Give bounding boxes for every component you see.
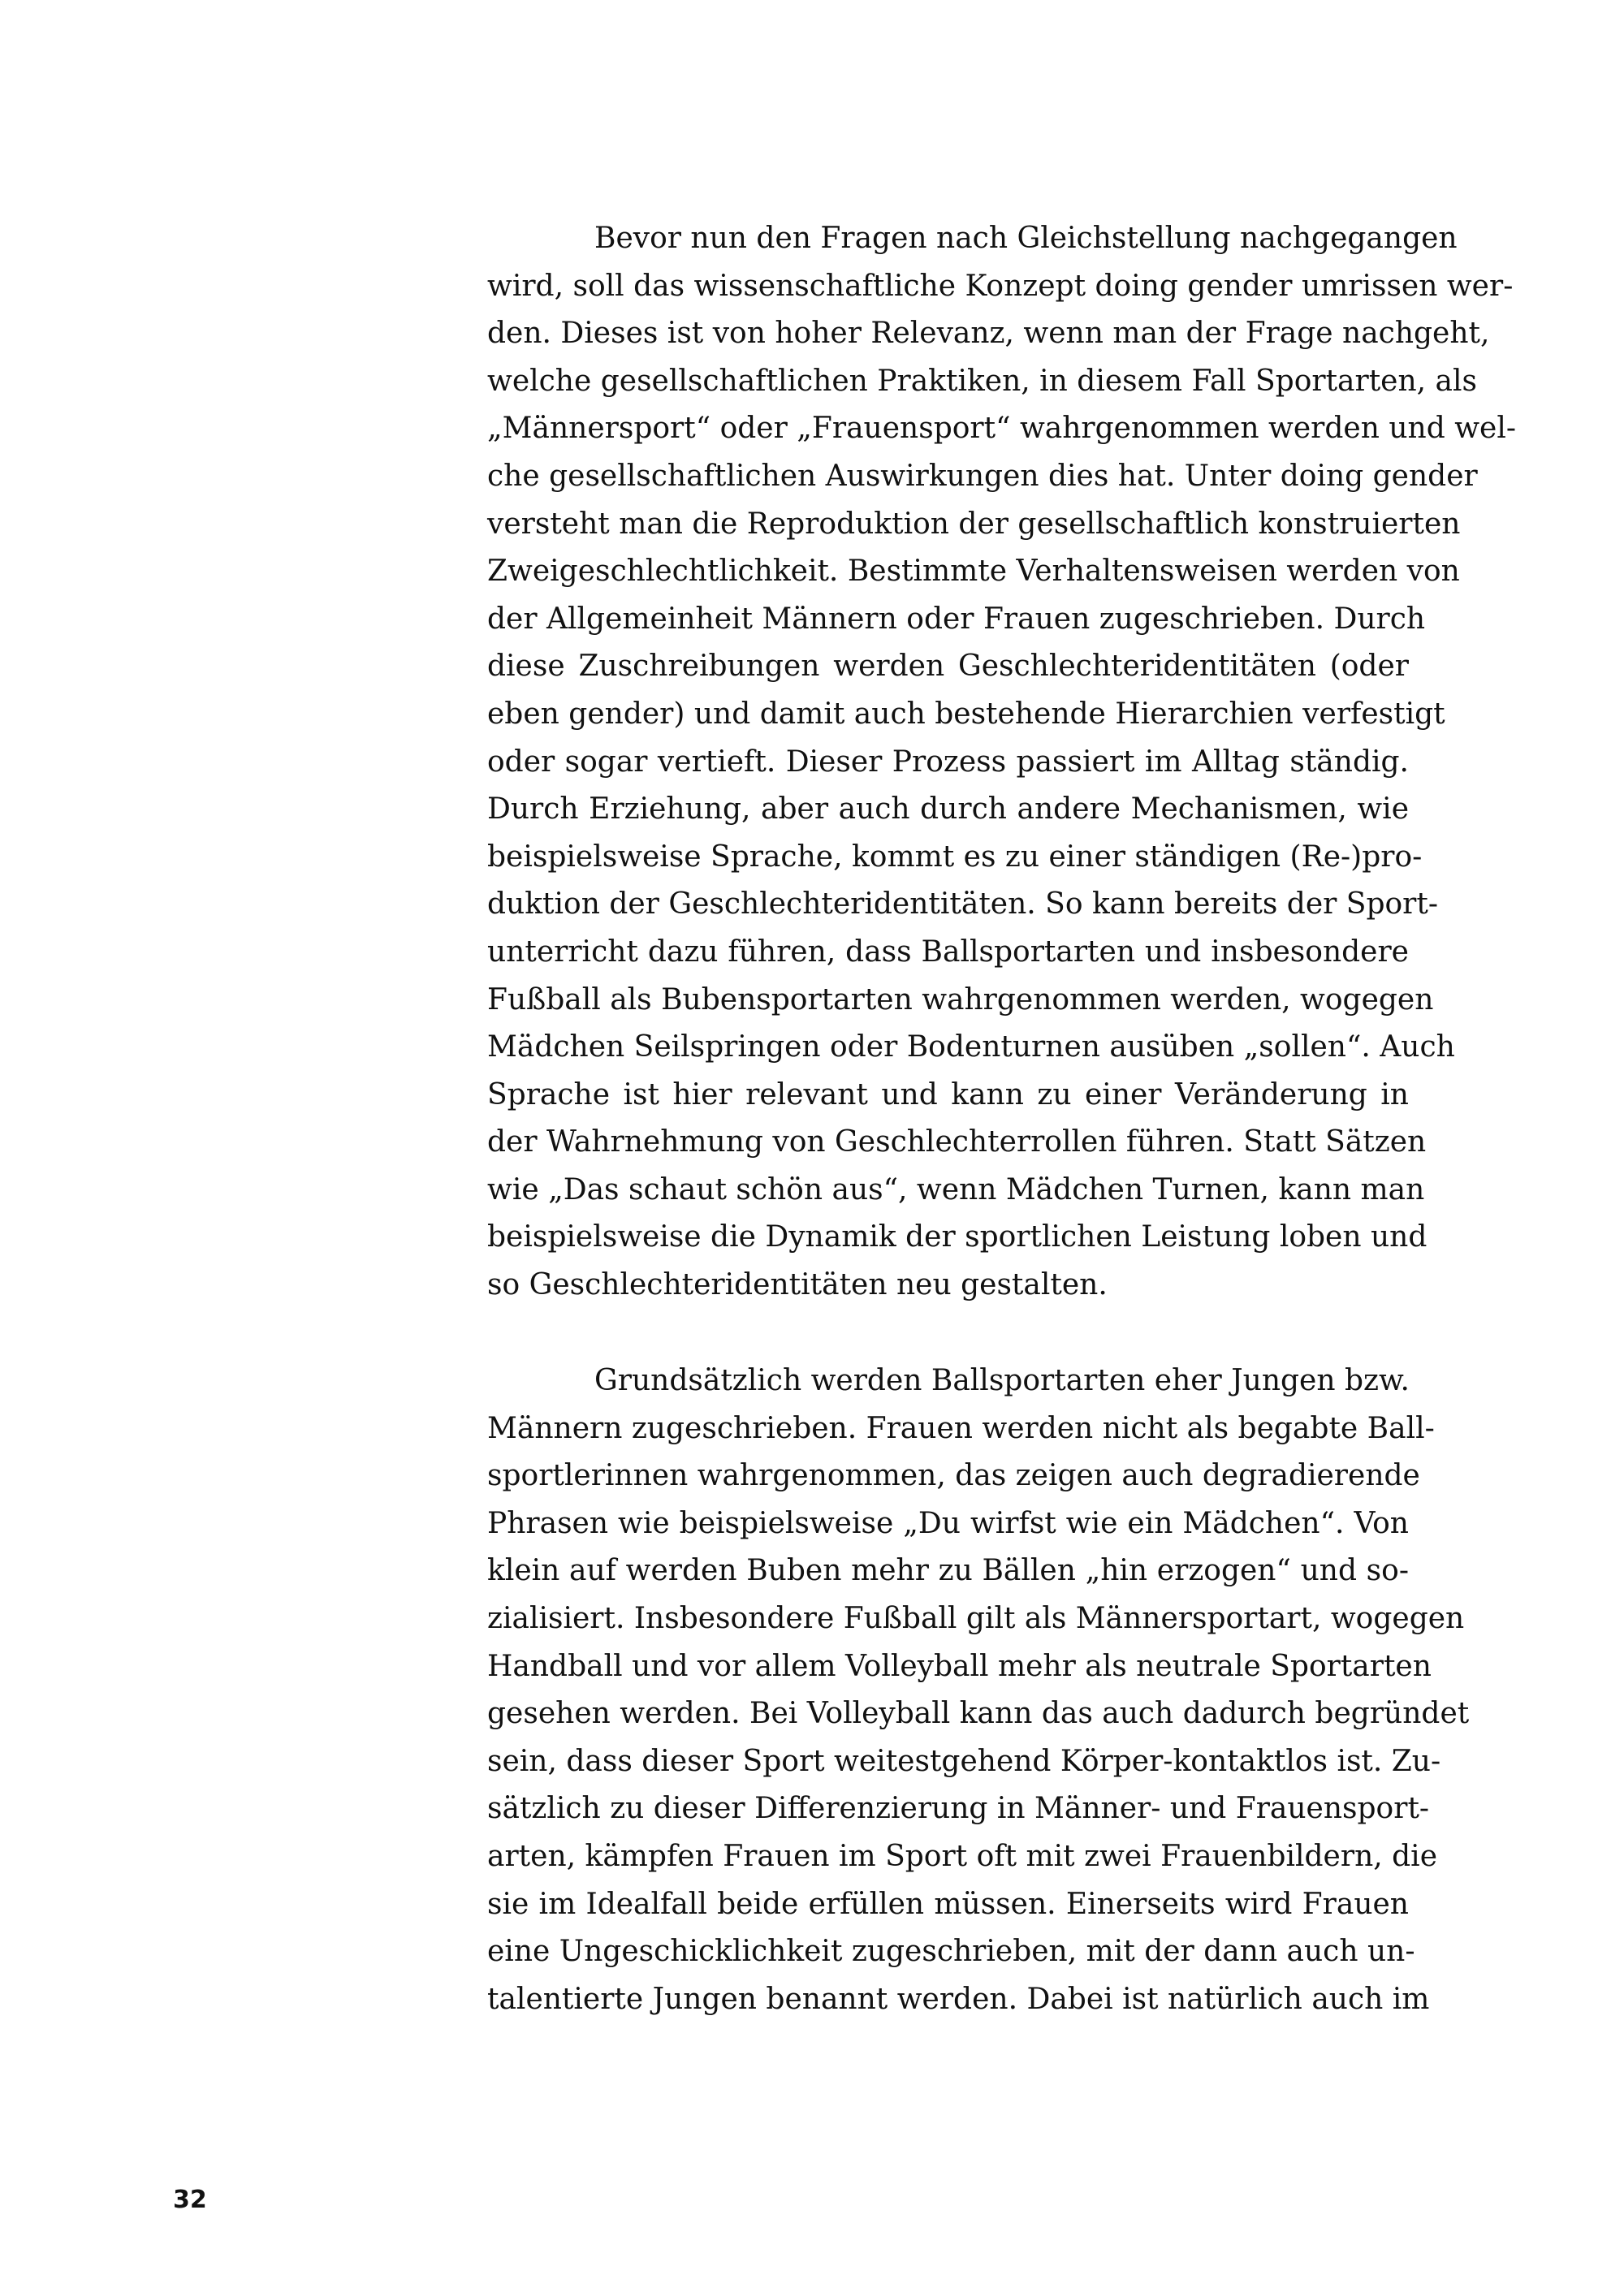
text-line: Mädchen Seilspringen oder Bodenturnen ausüben „sollen“. Auch: [487, 1030, 1455, 1064]
text-line: der Wahrnehmung von Geschlechterrollen führen. Statt Sätzen: [487, 1125, 1427, 1159]
paragraph-1: [487, 215, 1516, 1310]
text-line: beispielsweise die Dynamik der sportlichen Leistung loben und: [487, 1220, 1427, 1254]
page-number: 32: [173, 2186, 207, 2214]
text-line: arten, kämpfen Frauen im Sport oft mit zwei Frauenbildern, die: [487, 1839, 1437, 1873]
text-line: sätzlich zu dieser Differenzierung in Männer- und Frauensport-: [487, 1792, 1430, 1826]
text-line: che gesellschaftlichen Auswirkungen dies hat. Unter doing gender: [487, 459, 1478, 493]
text-line: der Allgemeinheit Männern oder Frauen zugeschrieben. Durch: [487, 602, 1426, 636]
text-line: diese Zuschreibungen werden Geschlechteridentitäten (oder: [487, 650, 1409, 684]
text-line: den. Dieses ist von hoher Relevanz, wenn man der Frage nachgeht,: [487, 317, 1490, 351]
text-line: duktion der Geschlechteridentitäten. So kann bereits der Sport-: [487, 887, 1439, 922]
text-line: sie im Idealfall beide erfüllen müssen. Einerseits wird Frauen: [487, 1887, 1409, 1921]
text-line: eben gender) und damit auch bestehende Hierarchien verfestigt: [487, 697, 1445, 731]
text-line: sein, dass dieser Sport weitestgehend Körper-kontaktlos ist. Zu-: [487, 1744, 1441, 1778]
paragraph-2: [487, 1358, 1470, 2023]
text-line: Handball und vor allem Volleyball mehr als neutrale Sportarten: [487, 1649, 1432, 1683]
text-line: Fußball als Bubensportarten wahrgenommen werden, wogegen: [487, 982, 1434, 1017]
text-line: Zweigeschlechtlichkeit. Bestimmte Verhaltensweisen werden von: [487, 555, 1460, 589]
text-line: klein auf werden Buben mehr zu Bällen „hin erzogen“ und so-: [487, 1554, 1409, 1588]
text-line: unterricht dazu führen, dass Ballsportarten und insbesondere: [487, 934, 1409, 969]
text-line: gesehen werden. Bei Volleyball kann das auch dadurch begründet: [487, 1697, 1470, 1731]
text-line: beispielsweise Sprache, kommt es zu einer ständigen (Re-)pro-: [487, 840, 1423, 874]
text-line: eine Ungeschicklichkeit zugeschrieben, mit der dann auch un-: [487, 1935, 1415, 1969]
text-line: wird, soll das wissenschaftliche Konzept doing gender umrissen wer-: [487, 269, 1514, 303]
text-line: versteht man die Reproduktion der gesellschaftlich konstruierten: [487, 507, 1461, 541]
text-line: Durch Erziehung, aber auch durch andere Mechanismen, wie: [487, 792, 1409, 827]
text-line: oder sogar vertieft. Dieser Prozess passiert im Alltag ständig.: [487, 745, 1409, 779]
text-line: talentierte Jungen benannt werden. Dabei ist natürlich auch im: [487, 1982, 1430, 2016]
text-line: sportlerinnen wahrgenommen, das zeigen auch degradierende: [487, 1459, 1420, 1493]
text-line: wie „Das schaut schön aus“, wenn Mädchen Turnen, kann man: [487, 1172, 1425, 1206]
text-line: so Geschlechteridentitäten neu gestalten.: [487, 1268, 1108, 1302]
text-line: zialisiert. Insbesondere Fußball gilt als Männersportart, wogegen: [487, 1601, 1465, 1635]
text-line: Sprache ist hier relevant und kann zu einer Veränderung in: [487, 1077, 1409, 1111]
text-line: Männern zugeschrieben. Frauen werden nicht als begabte Ball-: [487, 1411, 1435, 1445]
text-line: Grundsätzlich werden Ballsportarten eher Jungen bzw.: [594, 1364, 1410, 1397]
text-line: welche gesellschaftlichen Praktiken, in diesem Fall Sportarten, als: [487, 364, 1478, 398]
text-line: Phrasen wie beispielsweise „Du wirfst wie ein Mädchen“. Von: [487, 1506, 1409, 1540]
text-line: „Männersport“ oder „Frauensport“ wahrgenommen werden und wel-: [487, 412, 1516, 446]
text-line: Bevor nun den Fragen nach Gleichstellung nachgegangen: [594, 222, 1458, 255]
